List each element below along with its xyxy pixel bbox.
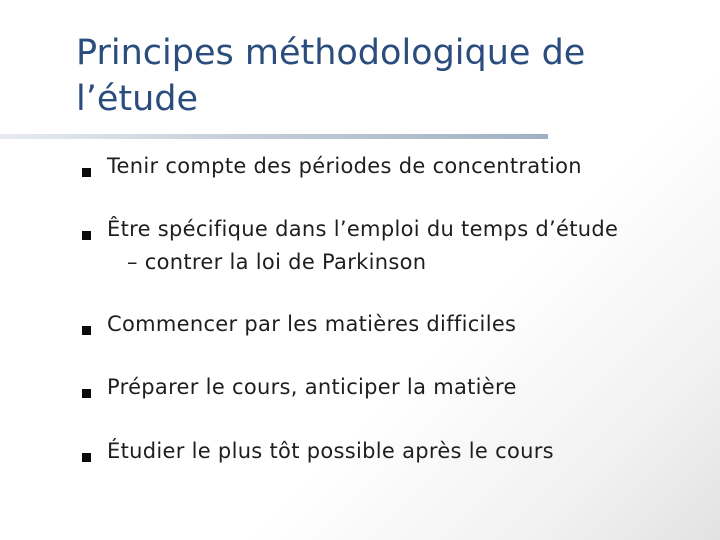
bullet-text: Étudier le plus tôt possible après le cours [107,439,554,463]
square-bullet-icon [82,389,91,398]
bullet-item-matieres-difficiles [0,308,720,368]
bullet-item-etudier-tot [0,435,720,495]
bullet-item-emploi-du-temps [0,213,720,283]
slide-title: Principes méthodologique de l’étude [76,33,586,119]
bullet-text-block [107,213,707,279]
bullet-text: Tenir compte des périodes de concentration [107,154,582,178]
square-bullet-icon [82,168,91,177]
bullet-item-preparer-cours [0,371,720,431]
square-bullet-icon [82,453,91,462]
bullet-item-concentration [0,150,720,210]
bullet-text: Préparer le cours, anticiper la matière [107,375,517,399]
bullet-continuation-text: – contrer la loi de Parkinson [127,250,427,274]
bullet-text: Commencer par les matières difficiles [107,312,517,336]
bullet-text: Être spécifique dans l’emploi du temps d’étude [107,217,619,241]
square-bullet-icon [82,231,91,240]
title-underline-divider [0,134,548,139]
square-bullet-icon [82,326,91,335]
